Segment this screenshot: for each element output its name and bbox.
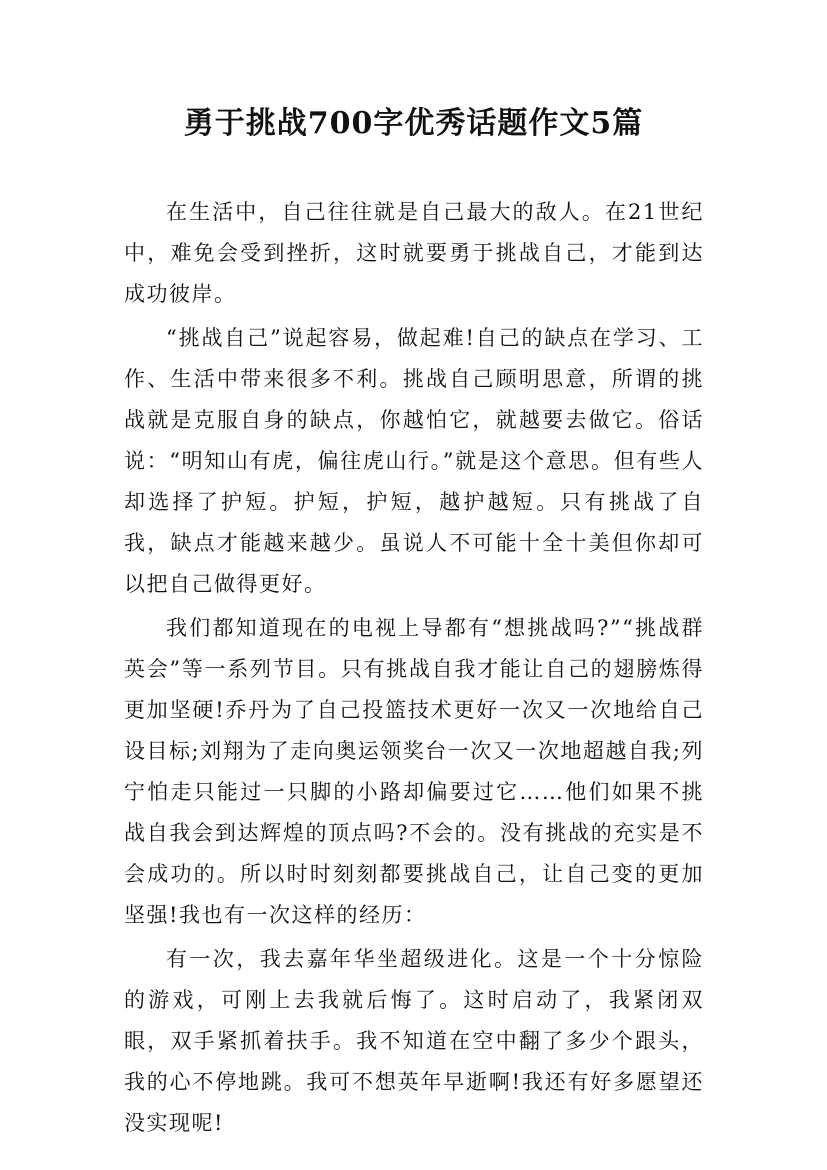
document-title: 勇于挑战700字优秀话题作文5篇: [183, 106, 644, 141]
paragraph: 有一次，我去嘉年华坐超级进化。这是一个十分惊险的游戏，可刚上去我就后悔了。这时启动了，我紧闭双眼，双手紧抓着扶手。我不知道在空中翻了多少个跟头，我的心不停地跳。我可不想英年早逝啊!我还有好多愿望还没实现呢!: [124, 947, 704, 1135]
paragraph: 我们都知道现在的电视上导都有“想挑战吗?”“挑战群英会”等一系列节目。只有挑战自我才能让自己的翅膀炼得更加坚硬!乔丹为了自己投篮技术更好一次又一次地给自己设目标;刘翔为了走向奥运领奖台一次又一次地超越自我;列宁怕走只能过一只脚的小路却偏要过它……他们如果不挑战自我会到达辉煌的顶点吗?不会的。没有挑战的充实是不会成功的。所以时时刻刻都要挑战自己，让自己变的更加坚强!我也有一次这样的经历：: [124, 616, 704, 927]
paragraph: “挑战自己”说起容易，做起难!自己的缺点在学习、工作、生活中带来很多不利。挑战自己顾明思意，所谓的挑战就是克服自身的缺点，你越怕它，就越要去做它。俗话说：“明知山有虎，偏往虎山行。”就是这个意思。但有些人却选择了护短。护短，护短，越护越短。只有挑战了自我，缺点才能越来越少。虽说人不可能十全十美但你却可以把自己做得更好。: [124, 326, 704, 596]
paragraph: 在生活中，自己往往就是自己最大的敌人。在21世纪中，难免会受到挫折，这时就要勇于挑战自己，才能到达成功彼岸。: [124, 200, 704, 306]
document-body: [124, 192, 704, 1147]
